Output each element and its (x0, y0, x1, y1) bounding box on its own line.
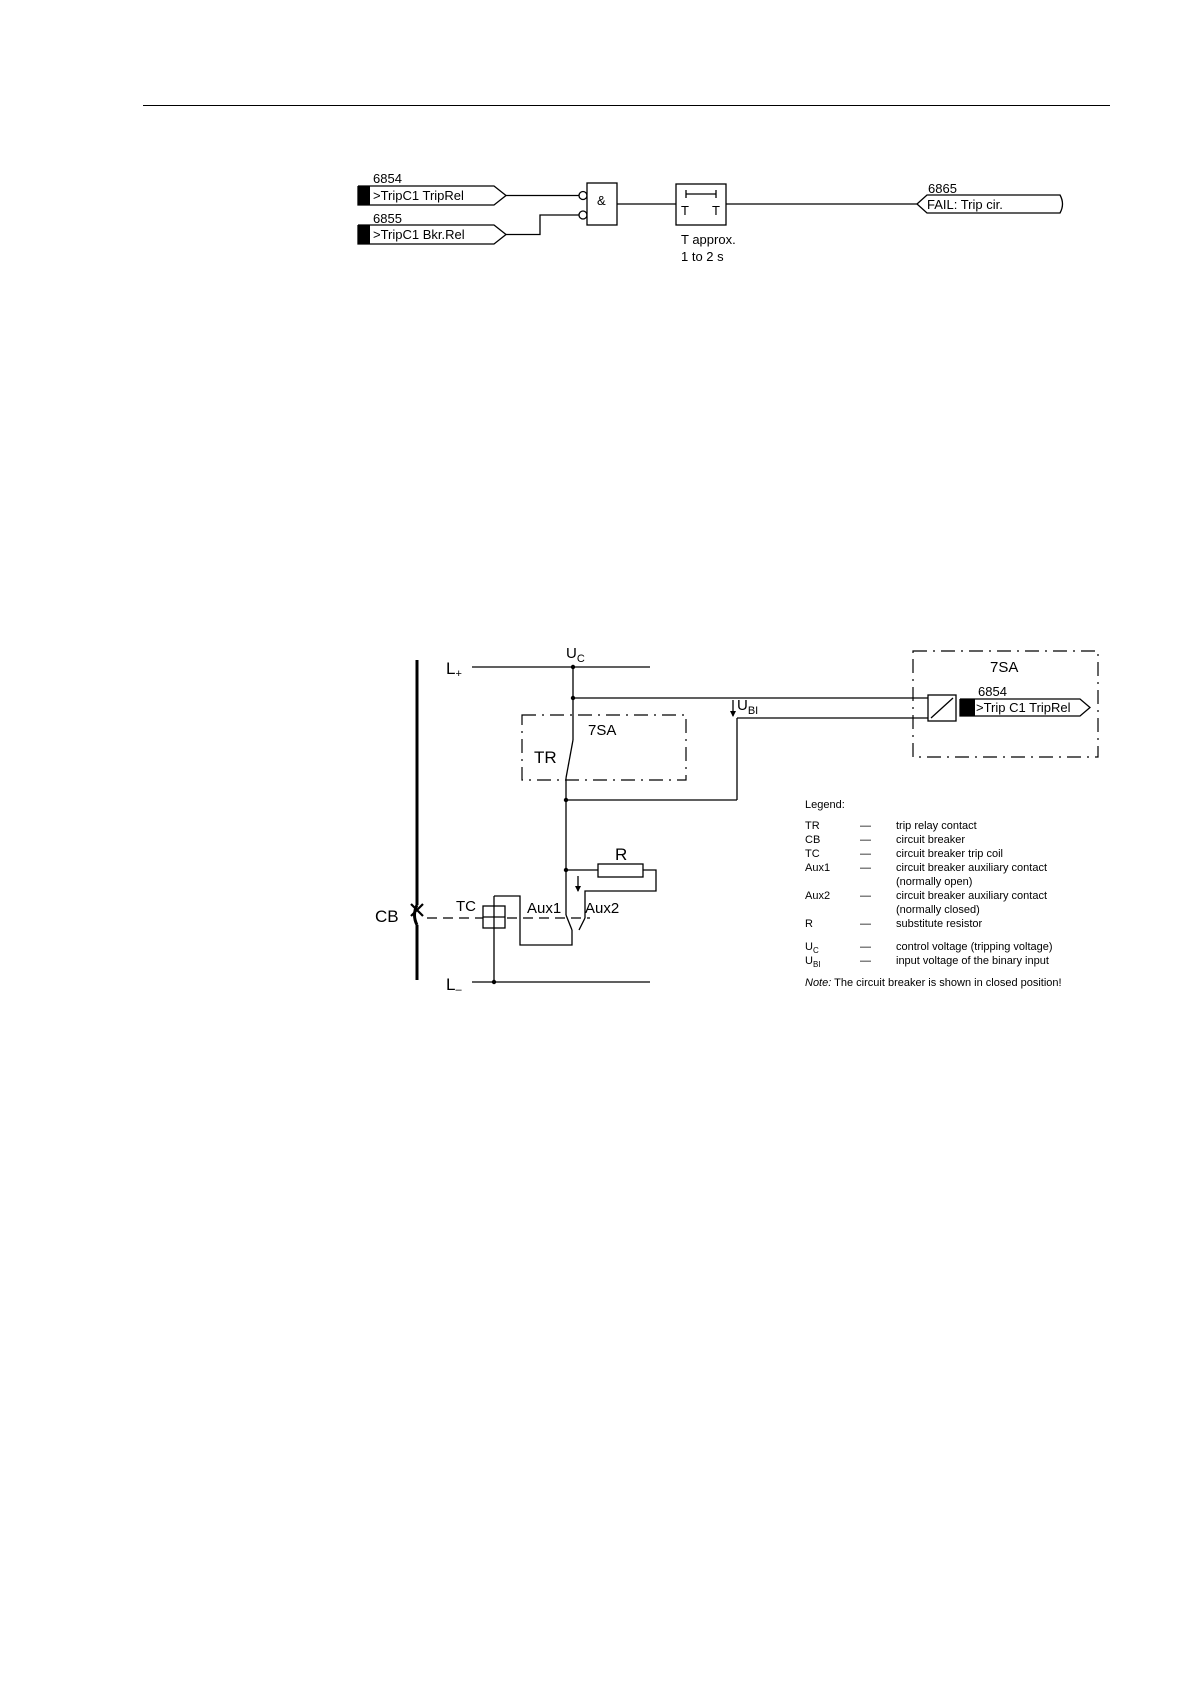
aux2-label: Aux2 (585, 900, 620, 917)
legend-note: Note: The circuit breaker is shown in closed position! (805, 977, 1062, 989)
timer-note-line1: T approx. (681, 232, 736, 247)
aux2-arrow-head (575, 886, 581, 892)
cb-label: CB (375, 907, 399, 926)
ubi-arrow-head (730, 711, 736, 717)
input1-invert-circle (579, 192, 587, 200)
uc-label: $U_C$ (566, 645, 585, 665)
bi-number: 6854 (978, 684, 1007, 699)
legend-desc-r: substitute resistor (896, 918, 983, 930)
legend-desc-aux1: circuit breaker auxiliary contact (896, 862, 1048, 874)
legend-dash-tr: — (860, 820, 871, 832)
output-label: FAIL: Trip cir. (927, 197, 1003, 212)
legend-desc-aux2: circuit breaker auxiliary contact (896, 890, 1048, 902)
aux1-contact (566, 915, 572, 930)
resistor-r (598, 864, 643, 877)
legend-desc-uc: control voltage (tripping voltage) (896, 941, 1053, 953)
legend-dash-r: — (860, 918, 871, 930)
legend-desc2-aux2: (normally closed) (896, 904, 980, 916)
legend-desc-tr: trip relay contact (896, 820, 977, 832)
legend-dash-ubi: — (860, 955, 871, 967)
bi-marker (960, 699, 975, 716)
input2-number: 6855 (373, 211, 402, 226)
legend-key-aux2: Aux2 (805, 890, 831, 902)
circuit-diagram (0, 630, 1190, 1010)
aux1-label: Aux1 (527, 900, 562, 917)
legend-dash-aux1: — (860, 862, 871, 874)
legend-desc-tc: circuit breaker trip coil (896, 848, 1003, 860)
legend-dash-uc: — (860, 941, 871, 953)
relay-7sa-label: 7SA (588, 722, 617, 739)
input2-marker (358, 225, 370, 244)
input2-wire (506, 215, 579, 235)
and-gate-symbol: & (597, 193, 606, 208)
legend-dash-aux2: — (860, 890, 871, 902)
logic-diagram (0, 0, 1190, 300)
tr-contact (566, 740, 573, 778)
timer-t-right: T (712, 203, 720, 218)
r-label: R (615, 845, 628, 864)
timer-t-left: T (681, 203, 689, 218)
legend-dash-tc: — (860, 848, 871, 860)
legend-key-tc: TC (805, 848, 820, 860)
input1-label: >TripC1 TripRel (373, 188, 464, 203)
legend-dash-cb: — (860, 834, 871, 846)
legend-key-cb: CB (805, 834, 821, 846)
legend-key-tr: TR (805, 820, 820, 832)
input2-invert-circle (579, 211, 587, 219)
legend-key-r: R (805, 918, 813, 930)
input1-marker (358, 186, 370, 205)
output-number: 6865 (928, 181, 957, 196)
legend-desc-cb: circuit breaker (896, 834, 966, 846)
legend-key-ubi: $U_{BI}$ (805, 955, 821, 969)
ubi-label: $U_{BI}$ (737, 697, 759, 717)
l-plus-label: L+ (446, 659, 462, 680)
legend-desc-ubi: input voltage of the binary input (896, 955, 1049, 967)
input1-number: 6854 (373, 171, 402, 186)
bi-label: >Trip C1 TripRel (976, 700, 1071, 715)
tr-label: TR (534, 748, 557, 767)
timer-note-line2: 1 to 2 s (681, 249, 724, 264)
device-7sa-label: 7SA (990, 659, 1019, 676)
input2-label: >TripC1 Bkr.Rel (373, 227, 465, 242)
l-minus-label: L– (446, 975, 462, 996)
tc-label: TC (456, 898, 476, 915)
legend-desc2-aux1: (normally open) (896, 876, 973, 888)
legend-key-uc: $U_C$ (805, 941, 819, 955)
legend-key-aux1: Aux1 (805, 862, 831, 874)
legend-title: Legend: (805, 799, 845, 811)
aux2-contact (579, 918, 585, 930)
